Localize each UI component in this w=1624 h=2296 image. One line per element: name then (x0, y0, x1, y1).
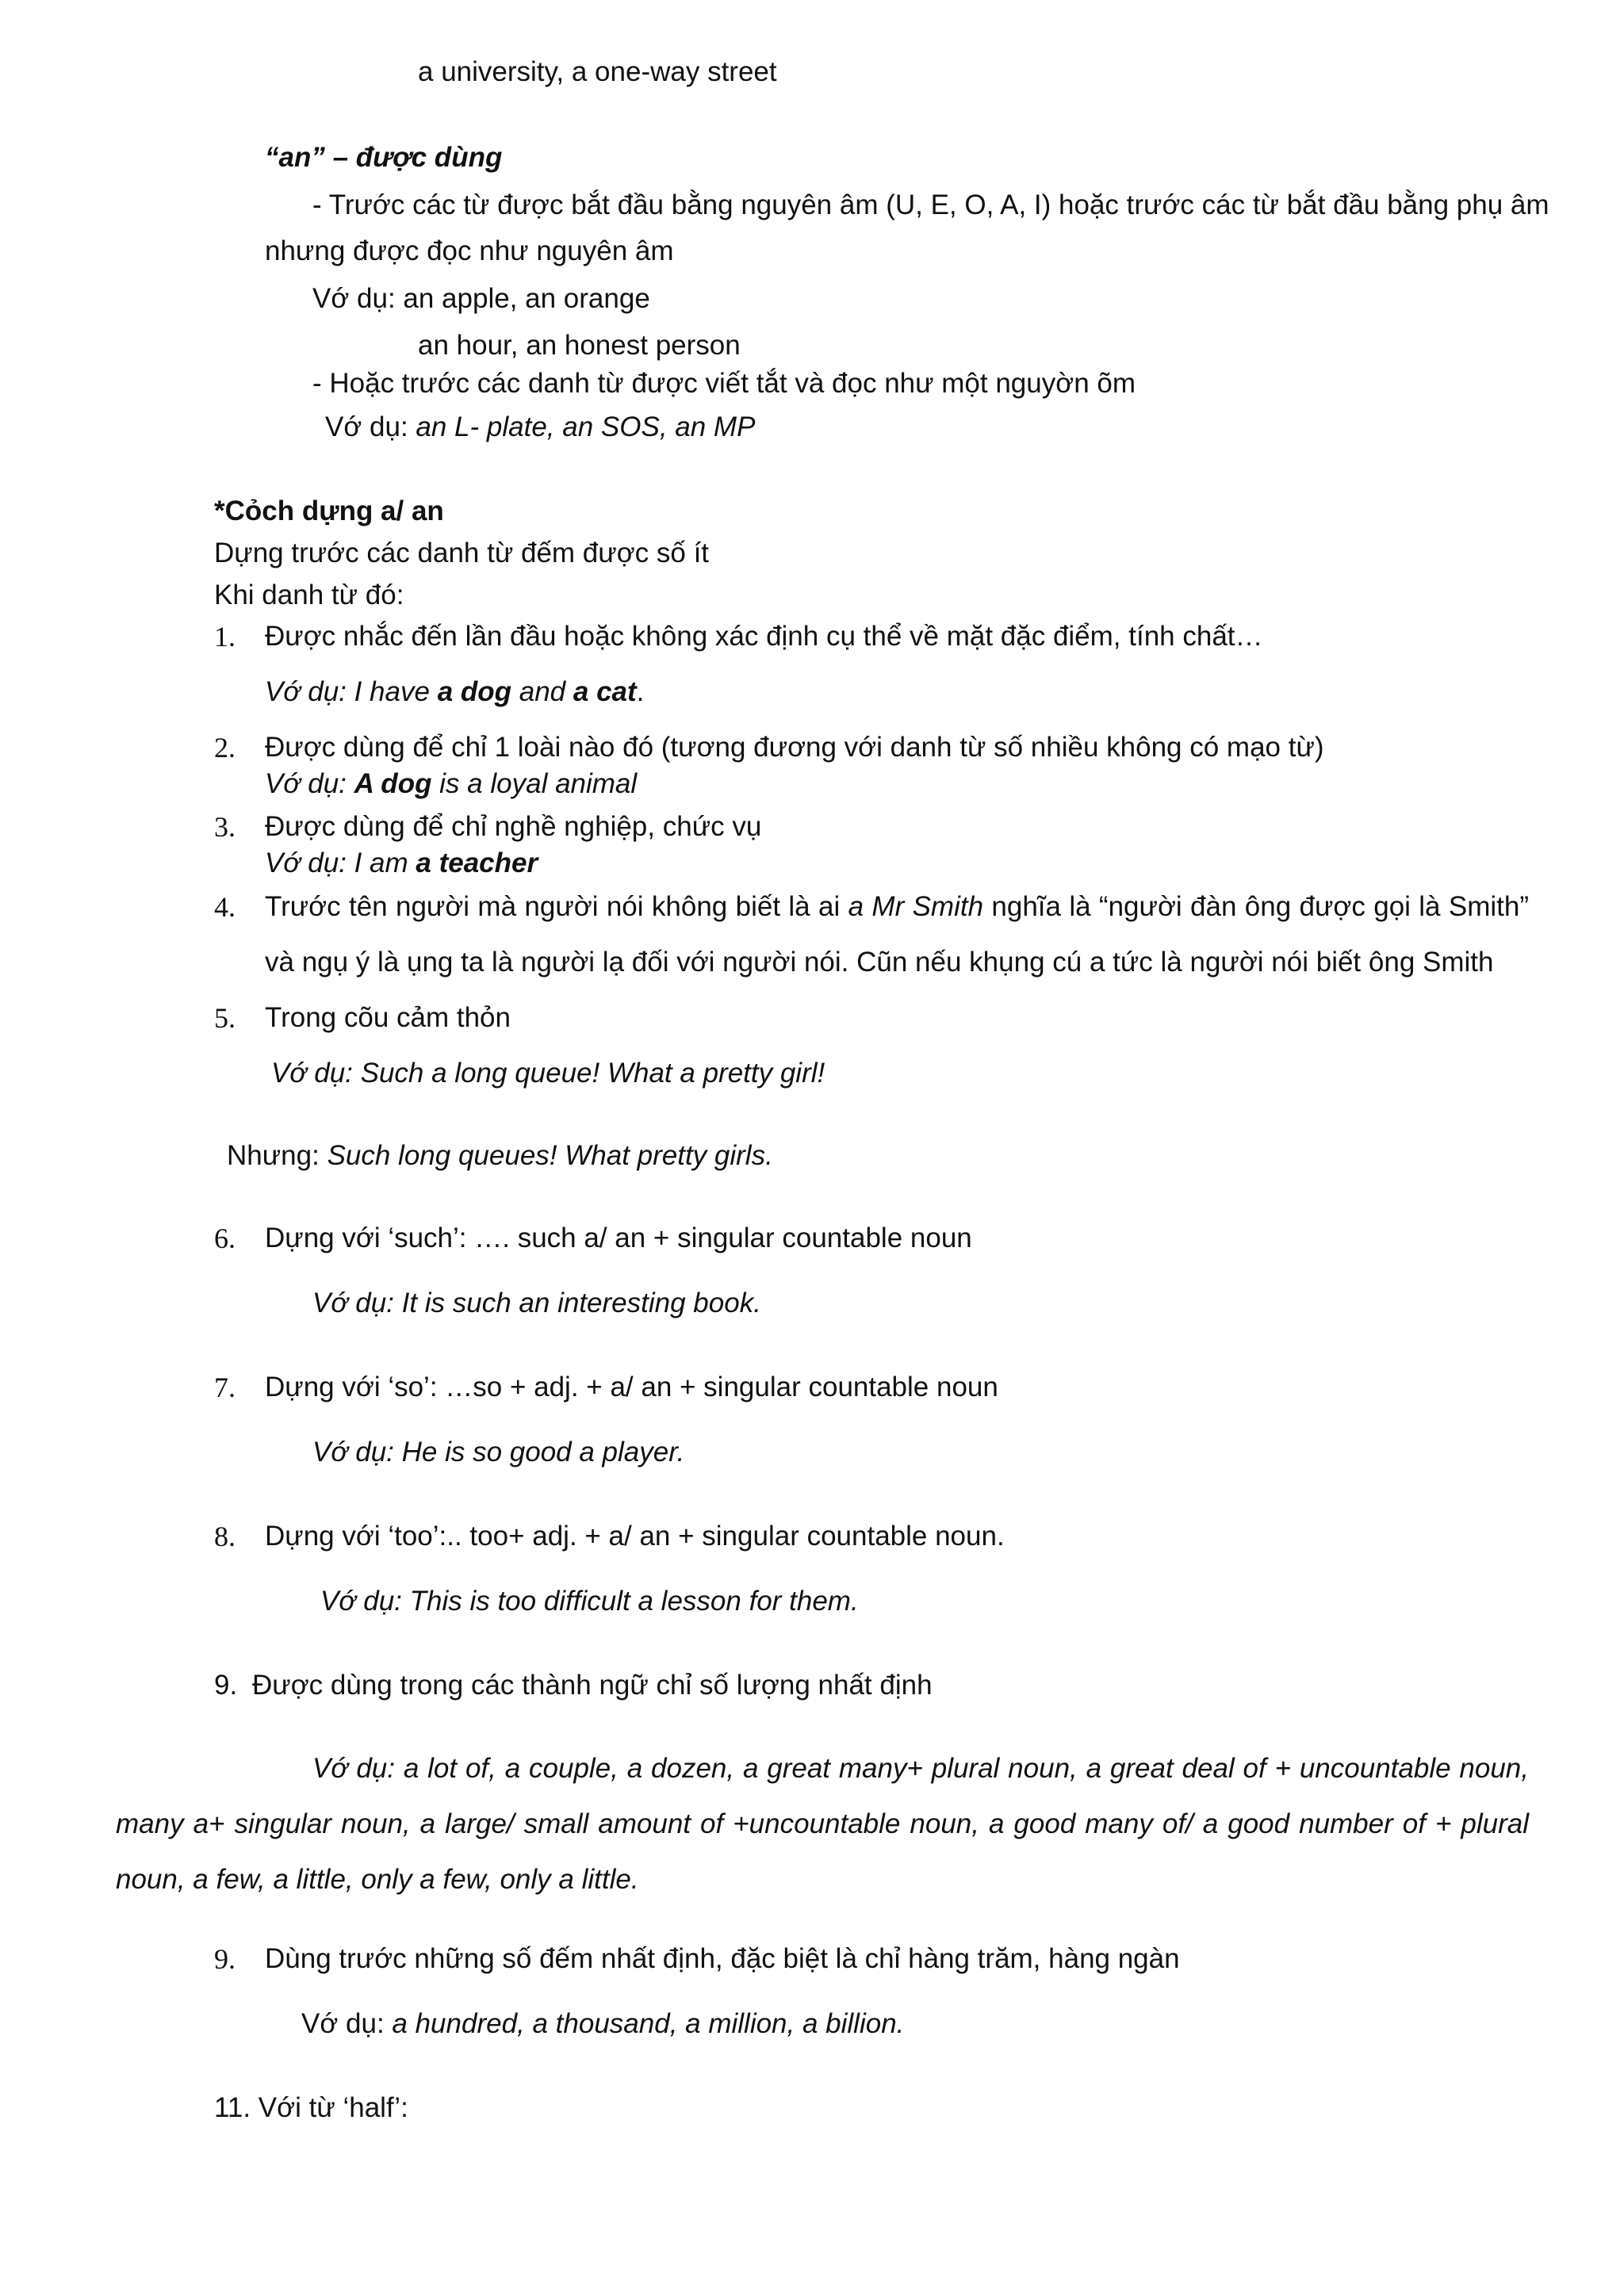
list-item-example: Vớ dụ: He is so good a player. (312, 1437, 685, 1468)
list-item-example (265, 767, 637, 801)
text-part: Trước tên người mà người nói không biết là ai (265, 891, 848, 922)
list-item-text: Dùng trước những số đếm nhất định, đặc biệt là chỉ hàng trăm, hàng ngàn (265, 1943, 1180, 1974)
list-item-example: Vớ dụ: It is such an interesting book. (312, 1288, 761, 1318)
list-item-example (301, 2007, 904, 2041)
list-item-text: Được dùng trong các thành ngữ chỉ số lượng nhất định (252, 1670, 933, 1701)
list-number: 2. (214, 732, 236, 763)
example-text: an apple, an orange (403, 283, 650, 314)
list-item-text: Dựng với ‘so’: …so + adj. + a/ an + singular countable noun (265, 1372, 998, 1402)
list-item-text (265, 890, 1529, 924)
list-item-text-line2: và ngụ ý là ụng ta là người lạ đối với người nói. Cũn nếu khụng cú a tức là người nói biết ông Smith (265, 947, 1494, 978)
list-item-example-line1: Vớ dụ: a lot of, a couple, a dozen, a great many+ plural noun, a great deal of + uncountable noun, (312, 1753, 1529, 1784)
example-emphasis: A dog (354, 768, 432, 799)
example-part: Vớ dụ: I am (265, 848, 416, 878)
list-number: 8. (214, 1521, 236, 1552)
list-item-text: Trong cõu cảm thỏn (265, 1002, 511, 1033)
list-number: 3. (214, 811, 236, 843)
list-item-example-line3: noun, a few, a little, only a few, only a little. (116, 1864, 639, 1895)
example-label: Vớ dụ: (301, 2008, 393, 2039)
list-item-example (265, 675, 644, 709)
intro-line: a university, a one-way street (418, 56, 777, 87)
example-text: a hundred, a thousand, a million, a billion. (392, 2008, 905, 2039)
list-number: 1. (214, 621, 236, 652)
contrast-label: Nhưng: (227, 1140, 327, 1171)
list-item-text: Dựng với ‘such’: …. such a/ an + singular countable noun (265, 1223, 972, 1253)
list-number: 6. (214, 1223, 236, 1254)
usage-heading: *Cỏch dựng a/ an (214, 496, 444, 526)
example-part: is a loyal animal (431, 768, 638, 799)
an-heading: “an” – được dùng (265, 142, 503, 173)
list-number: 7. (214, 1372, 236, 1403)
example-emphasis: a dog (437, 676, 512, 707)
contrast-line (227, 1139, 773, 1173)
list-number: 9. (214, 1670, 238, 1701)
example-part: Vớ dụ: I have (265, 676, 438, 707)
text-emphasis: a Mr Smith (848, 891, 984, 922)
an-rule1-line2: nhưng được đọc như nguyên âm (265, 235, 674, 266)
list-item-example: Vớ dụ: This is too difficult a lesson for them. (320, 1586, 859, 1617)
list-item-text: Được dùng để chỉ 1 loài nào đó (tương đương với danh từ số nhiều không có mạo từ) (265, 732, 1324, 763)
list-item-label: Với từ ‘half’: (258, 2092, 408, 2123)
example-part: Vớ dụ: (265, 768, 354, 799)
example-text: an L- plate, an SOS, an MP (416, 411, 756, 442)
example-emphasis: a teacher (416, 848, 538, 878)
example-emphasis: a cat (573, 676, 637, 707)
an-rule2: - Hoặc trước các danh từ được viết tắt và đọc như một nguyờn õm (312, 368, 1136, 399)
list-item-text: Được dùng để chỉ nghề nghiệp, chức vụ (265, 811, 762, 842)
example-label: Vớ dụ: (325, 411, 416, 442)
an-example1 (312, 282, 650, 316)
usage-line2: Khi danh từ đó: (214, 580, 404, 610)
text-part: nghĩa là “người đàn ông được gọi là Smith” (983, 891, 1530, 922)
list-item-example (265, 847, 538, 880)
an-example2 (325, 411, 755, 444)
list-item-example-line2: many a+ singular noun, a large/ small amount of +uncountable noun, a good many of/ a good number of + plural (116, 1808, 1529, 1839)
list-number: 11. (214, 2092, 251, 2123)
list-number: 9. (214, 1943, 236, 1975)
contrast-text: Such long queues! What pretty girls. (327, 1140, 773, 1171)
list-item-example: Vớ dụ: Such a long queue! What a pretty girl! (271, 1058, 825, 1089)
an-rule1-line1: - Trước các từ được bắt đầu bằng nguyên âm (U, E, O, A, I) hoặc trước các từ bắt đầu bằng phụ âm (312, 189, 1549, 220)
list-item-text: Được nhắc đến lần đầu hoặc không xác định cụ thể về mặt đặc điểm, tính chất… (265, 621, 1263, 652)
an-example1-line2: an hour, an honest person (418, 330, 741, 361)
list-item-text: Dựng với ‘too’:.. too+ adj. + a/ an + singular countable noun. (265, 1521, 1005, 1552)
list-number: 4. (214, 891, 236, 923)
example-part: . (636, 676, 645, 707)
example-label: Vớ dụ: (312, 283, 404, 314)
list-item-text (214, 2091, 408, 2125)
list-number: 5. (214, 1002, 236, 1034)
usage-line1: Dựng trước các danh từ đếm được số ít (214, 538, 710, 568)
example-part: and (511, 676, 573, 707)
